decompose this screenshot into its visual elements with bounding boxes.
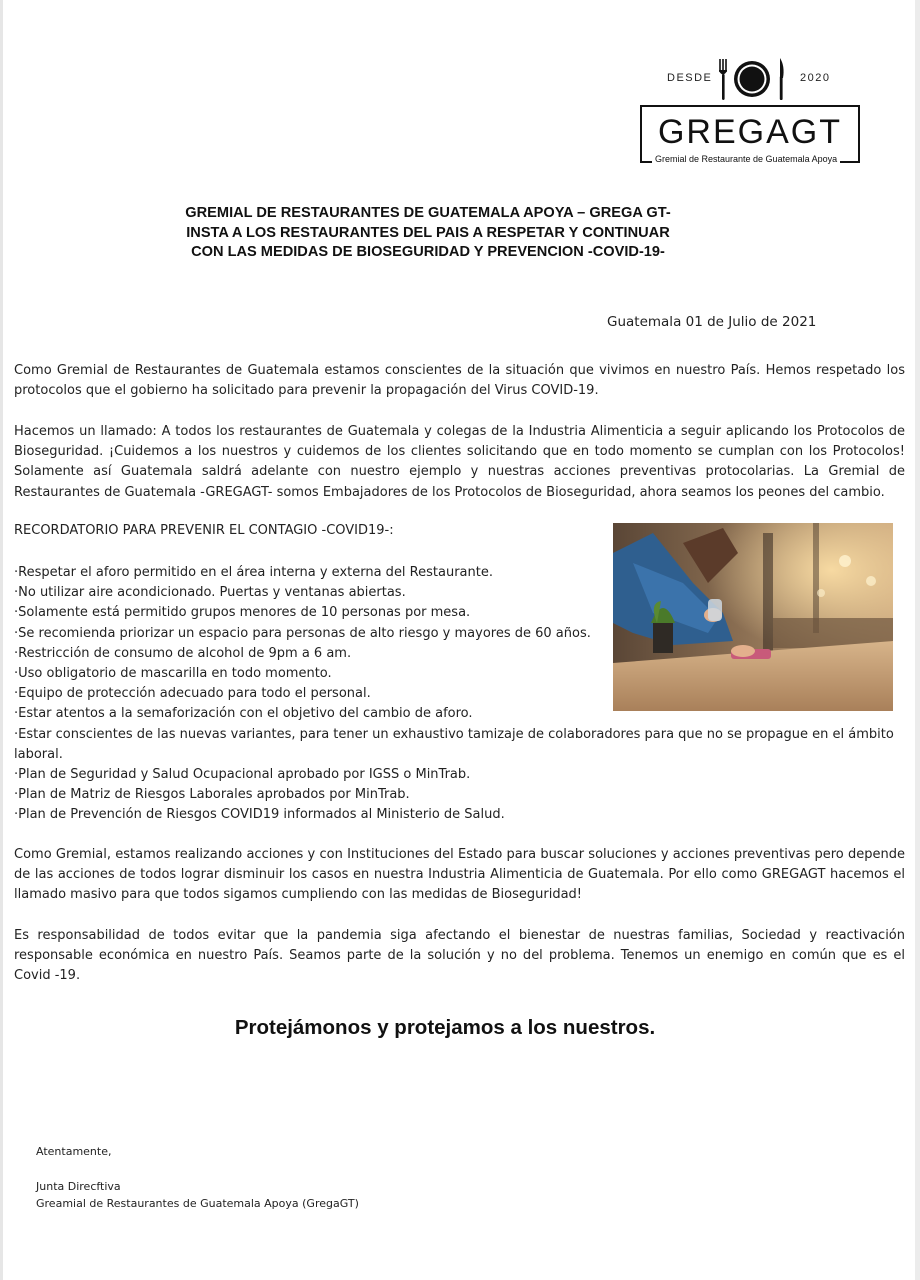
paragraph-responsibility: Es responsabilidad de todos evitar que la pandemia siga afectando el bienestar de nuestras familias, Sociedad y reactivación responsable económica en nuestro País. Seamos parte de la solución y no del problema. Tenemos un enemigo en común que es el Covid -19. (14, 928, 905, 984)
list-item: ·Uso obligatorio de mascarilla en todo momento. (14, 666, 332, 682)
document-title (130, 204, 726, 263)
title-line-1: GREMIAL DE RESTAURANTES DE GUATEMALA APOYA – GREGA GT- (185, 205, 671, 221)
title-line-3: CON LAS MEDIDAS DE BIOSEGURIDAD Y PREVENCION -COVID-19- (191, 244, 665, 260)
logo-name: GREGAGT (657, 113, 843, 151)
list-item: ·No utilizar aire acondicionado. Puertas y ventanas abiertas. (14, 585, 406, 601)
signature-greeting: Atentamente, (36, 1145, 112, 1158)
page-edge-left (0, 0, 3, 1280)
page-edge-right (915, 0, 920, 1280)
list-item: ·Plan de Prevención de Riesgos COVID19 informados al Ministerio de Salud. (14, 807, 505, 823)
logo-since-year: 2020 (800, 72, 831, 84)
list-item: ·Se recomienda priorizar un espacio para personas de alto riesgo y mayores de 60 años. (14, 625, 591, 641)
reminder-heading: RECORDATORIO PARA PREVENIR EL CONTAGIO -COVID19-: (14, 523, 394, 538)
list-item: ·Plan de Seguridad y Salud Ocupacional aprobado por IGSS o MinTrab. (14, 767, 471, 783)
signature-board: Junta Direcftiva (36, 1180, 121, 1193)
logo-since-label: DESDE (667, 72, 713, 84)
plate-fork-knife-icon (716, 56, 788, 102)
logo-tagline: Gremial de Restaurante de Guatemala Apoya (652, 154, 840, 164)
list-item: ·Plan de Matriz de Riesgos Laborales aprobados por MinTrab. (14, 787, 410, 803)
list-item: ·Equipo de protección adecuado para todo el personal. (14, 686, 371, 702)
paragraph-intro: Como Gremial de Restaurantes de Guatemala estamos conscientes de la situación que vivimos en nuestro País. Hemos respetado los protocolos que el gobierno ha solicitado para prevenir la propagación del Virus COVID-19. (14, 363, 905, 399)
closing-statement: Protejámonos y protejamos a los nuestros. (234, 1016, 656, 1039)
title-line-2: INSTA A LOS RESTAURANTES DEL PAIS A RESPETAR Y CONTINUAR (186, 224, 670, 241)
list-item: ·Respetar el aforo permitido en el área interna y externa del Restaurante. (14, 565, 493, 580)
paragraph-actions: Como Gremial, estamos realizando acciones y con Instituciones del Estado para buscar soluciones y acciones preventivas pero depende de las acciones de todos lograr disminuir los casos en nuestra Industria Alimenticia de Guatemala. Por ello como GREGAGT hacemos el llamado masivo para que todos sigamos cumpliendo con las medidas de Bioseguridad! (14, 847, 905, 903)
list-item: ·Solamente está permitido grupos menores de 10 personas por mesa. (14, 605, 471, 621)
cleaning-table-photo (613, 523, 893, 711)
list-item: ·Estar conscientes de las nuevas variantes, para tener un exhaustivo tamizaje de colaboradores para que no se propague en el ámbito laboral. (14, 726, 894, 762)
signature-organization: Greamial de Restaurantes de Guatemala Apoya (GregaGT) (36, 1197, 359, 1210)
list-item: ·Restricción de consumo de alcohol de 9pm a 6 am. (14, 645, 352, 661)
paragraph-call: Hacemos un llamado: A todos los restaurantes de Guatemala y colegas de la Industria Alimenticia a seguir aplicando los Protocolos de Bioseguridad. ¡Cuidemos a los nuestros y cuidemos de los clientes solicitando que en todo momento se cumplan con los Protocolos! Solamente así Guatemala saldrá adelante con nuestro ejemplo y nuestras acciones preventivas protocolarias. La Gremial de Restaurantes de Guatemala -GREGAGT- somos Embajadores de los Protocolos de Bioseguridad, ahora seamos los peones del cambio. (14, 424, 905, 500)
list-item: ·Estar atentos a la semaforización con el objetivo del cambio de aforo. (14, 706, 473, 722)
gregagt-logo (640, 56, 864, 170)
document-date: Guatemala 01 de Julio de 2021 (607, 314, 817, 330)
